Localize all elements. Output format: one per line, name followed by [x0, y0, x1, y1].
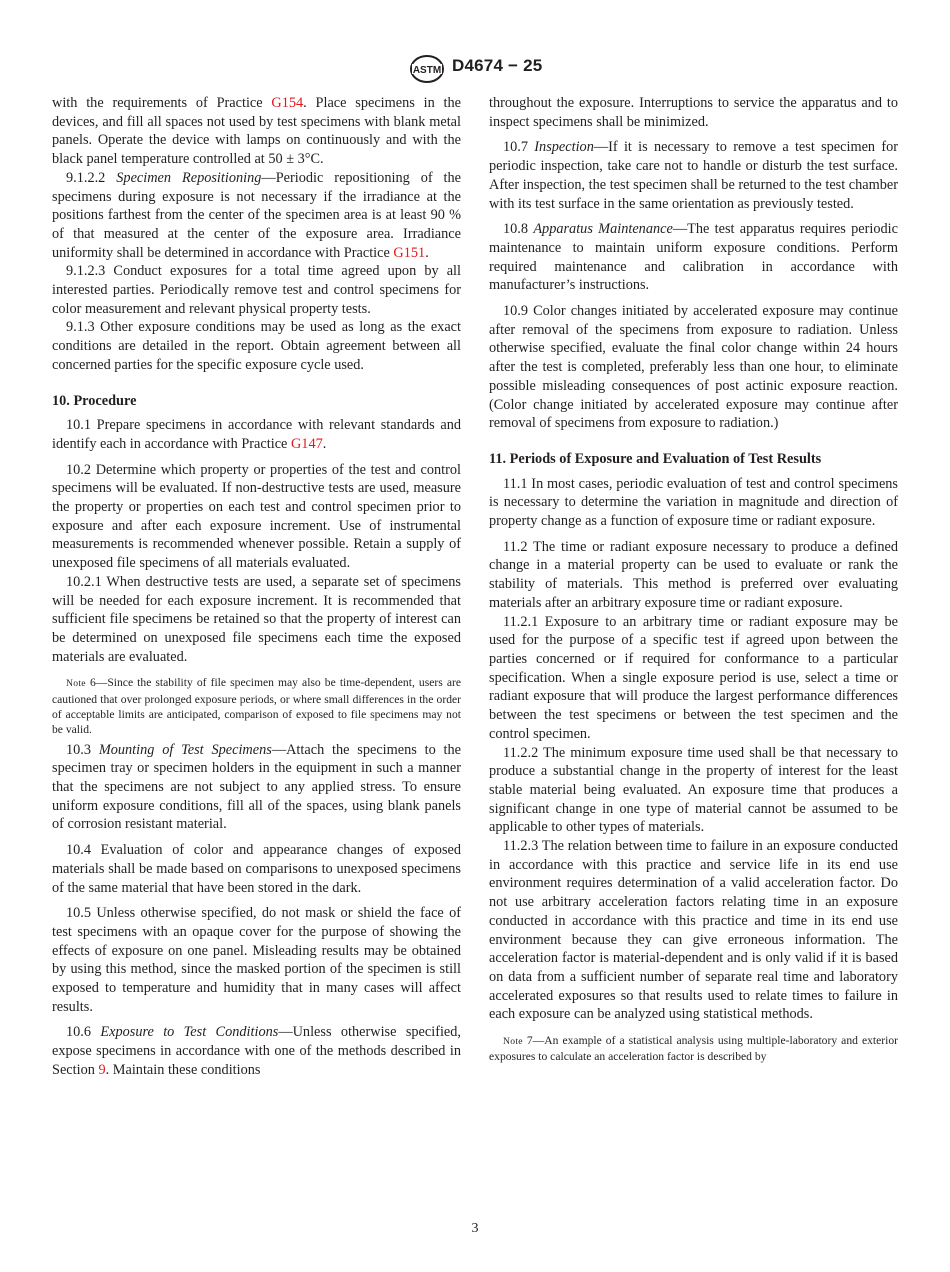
- paragraph-10-3: 10.3 Mounting of Test Specimens—Attach the specimens to the specimen tray or specimen holders in the equipment in such a manner that the specimens are not subject to any applied stress. To ensure uniform exposure conditions, fill all of the spaces, using blank panels of corrosion resistant material.: [52, 741, 462, 833]
- note-7: Note 7—An example of a statistical analysis using multiple-laboratory and exterior exposures to calculate an acceleration factor is described by: [489, 1034, 898, 1064]
- section-title: Mounting of Test Specimens: [98, 741, 272, 758]
- reference-link-g151[interactable]: G151: [393, 244, 426, 261]
- right-column: [489, 94, 898, 1068]
- paragraph-9-1-2-3: 9.1.2.3 Conduct exposures for a total time agreed upon by all interested parties. Periodically remove test and control specimens for color measurement and relevant physical property tests.: [52, 263, 461, 317]
- paragraph-10-2-1: 10.2.1 When destructive tests are used, a separate set of specimens will be needed for each exposure increment. It is recommended that sufficient file specimens be retained so that the property of interest can be determined on unexposed file specimens each time the exposed materials are evaluated.: [52, 573, 461, 665]
- paragraph: throughout the exposure. Interruptions to service the apparatus and to inspect specimens shall be minimized.: [489, 95, 898, 130]
- paragraph-10-2: 10.2 Determine which property or properties of the test and control specimens will be evaluated. If non-destructive tests are used, measure the property or properties on each test and control specimen prior to exposure and after each exposure increment. Use of instrumental measurements is recommended whenever possible. Retain a supply of unexposed file specimens of all materials evaluated.: [52, 461, 461, 572]
- left-column: [52, 94, 461, 1080]
- document-id: D4674 − 25: [452, 56, 543, 75]
- paragraph-11-2-1: 11.2.1 Exposure to an arbitrary time or radiant exposure may be used for the purpose of a specific test if agreed upon between the parties concerned or if required for conformance to a particular specification. When a single exposure period is use, select a time or radiant exposure that will produce the largest performance differences between the test specimens or between the test specimen and the control specimen.: [489, 613, 898, 742]
- page-header: [0, 54, 950, 84]
- paragraph-11-2-3: 11.2.3 The relation between time to failure in an exposure conducted in accordance with this practice and service life in its end use environment requires determination of a valid acceleration factor. Do not use arbitrary acceleration factors relating time in an exposure conducted in accordance with this practice and time in its end use environment because they can give erroneous information. The acceleration factor is material-dependent and is only valid if it is based on data from a sufficient number of separate real time and laboratory accelerated exposures so that results used to relate times to failure in each exposure can be analyzed using statistical methods.: [489, 838, 898, 1023]
- section-title: Apparatus Maintenance: [533, 221, 673, 238]
- paragraph-10-9: 10.9 Color changes initiated by accelerated exposure may continue after removal of the specimens from exposure to radiation. Unless otherwise specified, evaluate the final color change within 24 hours after the test is completed, preferably less than one hour, to eliminate possible misleading consequences of post actinic exposure reaction. (Color change initiated by accelerated exposure may continue after removal of specimens from exposure to radiation.): [489, 303, 898, 432]
- paragraph-11-1: 11.1 In most cases, periodic evaluation of test and control specimens is necessary to determine the variation in magnitude and direction of property change as a function of exposure time or radiant exposure.: [489, 475, 898, 530]
- logo-text: ASTM: [412, 65, 442, 76]
- paragraph-9-1-2-2: 9.1.2.2 Specimen Repositioning—Periodic repositioning of the specimens during exposure is not necessary if the irradiance at the positions farthest from the center of the specimen area is at least 90 % of that measured at the center of the exposure area. Irradiance uniformity shall be determined in accordance with Practice G151.: [52, 169, 462, 261]
- section-heading-10: 10. Procedure: [52, 392, 137, 409]
- paragraph-11-2-2: 11.2.2 The minimum exposure time used shall be that necessary to produce a substantial change in the property of interest for the least stable material being evaluated. An exposure time that produces a significant change in one type of material cannot be assumed to be applicable to other types of materials.: [489, 744, 898, 836]
- reference-link-g147[interactable]: G147: [290, 435, 323, 452]
- paragraph-10-5: 10.5 Unless otherwise specified, do not mask or shield the face of test specimens with an opaque cover for the purpose of showing the effects of exposure on one panel. Misleading results may be obtained by using this method, since the masked portion of the specimen is still exposed to temperature and humidity that in many cases will affect results.: [52, 905, 461, 1015]
- paragraph-10-1: 10.1 Prepare specimens in accordance with relevant standards and identify each in accordance with Practice G147.: [52, 417, 461, 452]
- note-6: Note 6—Since the stability of file specimen may also be time-dependent, users are cautioned that over prolonged exposure periods, or where small differences in the order of acceptable limits are anticipated, comparison of exposed to file specimens may not be valid.: [52, 676, 461, 737]
- paragraph-10-7: 10.7 Inspection—If it is necessary to remove a test specimen for periodic inspection, take care not to handle or disturb the test surface. After inspection, the test specimen shall be returned to the test chamber with its test surface in the same orientation as previously tested.: [489, 139, 899, 212]
- reference-link-g154[interactable]: G154: [271, 95, 304, 111]
- paragraph-10-4: 10.4 Evaluation of color and appearance changes of exposed materials shall be made based on comparisons to unexposed specimens of the same material that have been stored in the dark.: [52, 842, 461, 896]
- paragraph-9-1-3: 9.1.3 Other exposure conditions may be used as long as the exact conditions are detailed in the report. Obtain agreement between all concerned parties for the specific exposure cycle used.: [52, 319, 461, 373]
- paragraph-10-6: 10.6 Exposure to Test Conditions—Unless otherwise specified, expose specimens in accordance with one of the methods described in Section 9. Maintain these conditions: [52, 1024, 461, 1078]
- section-title: Exposure to Test Conditions: [100, 1024, 279, 1041]
- paragraph-11-2: 11.2 The time or radiant exposure necessary to produce a defined change in a material property can be used to evaluate or rank the stability of materials. This method is preferred over evaluating materials after an arbitrary exposure time or radiant exposure.: [489, 538, 898, 611]
- section-heading-11: 11. Periods of Exposure and Evaluation of Test Results: [489, 450, 822, 467]
- paragraph-10-8: 10.8 Apparatus Maintenance—The test apparatus requires periodic maintenance to maintain uniform exposure conditions. Perform required maintenance and calibration in accordance with manufacturer’s instructions.: [489, 221, 898, 294]
- astm-logo-icon: [408, 54, 446, 84]
- section-title: Specimen Repositioning: [116, 169, 262, 186]
- paragraph: with the requirements of Practice G154. Place specimens in the devices, and fill all spaces not used by test specimens with blank metal panels. Operate the device with lamps on continuously and with the black panel temperature controlled at 50 ± 3°C.: [52, 95, 461, 168]
- page-number: 3: [471, 1221, 479, 1236]
- reference-link-section-9[interactable]: 9: [98, 1061, 106, 1078]
- section-title: Inspection: [534, 139, 594, 156]
